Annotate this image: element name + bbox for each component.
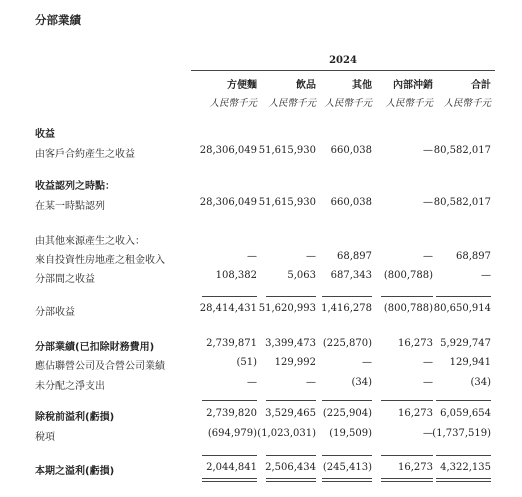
subtotal-rule [266,455,316,456]
cell-eliminations: 16,273 [398,408,433,419]
double-underline [322,478,372,482]
cell-instant-noodles: — [247,251,257,262]
row-label: 分部間之收益 [35,274,95,285]
cell-others: (225,870) [322,338,372,349]
cell-instant-noodles: 28,306,049 [199,197,257,208]
cell-others: (225,904) [322,408,372,419]
cell-others: 660,038 [330,197,372,208]
cell-beverages: 2,506,434 [265,462,316,473]
row-label: 收益認列之時點： [35,181,115,192]
cell-total: (34) [470,377,491,388]
subtotal-rule [381,400,433,401]
cell-beverages: 129,992 [274,357,316,368]
unit-label-beverages: 人民幣千元 [268,98,316,109]
double-underline [381,478,433,482]
column-header-total: 合計 [471,80,491,91]
cell-total: 68,897 [456,251,491,262]
cell-instant-noodles: 2,739,820 [206,408,257,419]
subtotal-rule [202,296,257,297]
cell-beverages: 51,620,993 [258,303,316,314]
double-underline [436,478,491,482]
cell-instant-noodles: 108,382 [215,270,257,281]
row-label: 收益 [35,129,55,140]
cell-eliminations: — [423,377,433,388]
cell-eliminations: (800,788) [383,303,433,314]
unit-label-total: 人民幣千元 [443,98,491,109]
year-underline [191,70,495,71]
year-header: 2024 [329,55,357,66]
subtotal-rule [322,400,372,401]
cell-eliminations: — [423,197,433,208]
page-title: 分部業績 [35,13,81,27]
column-header-instant-noodles: 方便麵 [227,80,257,91]
unit-label-others: 人民幣千元 [324,98,372,109]
cell-others: — [362,357,372,368]
cell-beverages: — [306,377,316,388]
column-header-eliminations: 內部沖銷 [393,80,433,91]
cell-total: (1,737,519) [432,428,491,439]
cell-total: 5,929,747 [440,338,491,349]
subtotal-rule [436,455,491,456]
cell-others: 68,897 [337,251,372,262]
cell-instant-noodles: (694,979) [207,428,257,439]
cell-others: (19,509) [329,428,372,439]
cell-instant-noodles: (51) [236,357,257,368]
cell-others: 687,343 [330,270,372,281]
row-label: 除稅前溢利(虧損) [35,412,115,423]
subtotal-rule [202,400,257,401]
row-label: 分部收益 [35,307,75,318]
row-label: 來自投資性房地產之租金收入 [35,255,165,266]
row-label: 由客戶合約產生之收益 [35,149,135,160]
cell-eliminations: — [423,251,433,262]
subtotal-rule [436,400,491,401]
cell-total: 4,322,135 [440,462,491,473]
cell-total: 80,650,914 [433,303,491,314]
cell-others: 1,416,278 [321,303,372,314]
row-label: 稅項 [35,432,55,443]
cell-beverages: 3,529,465 [265,408,316,419]
cell-others: (245,413) [322,462,372,473]
cell-total: — [481,270,491,281]
subtotal-rule [381,455,433,456]
cell-eliminations: — [423,145,433,156]
column-header-beverages: 飲品 [296,80,316,91]
row-label: 分部業績(已扣除財務費用) [35,342,155,353]
subtotal-rule [381,296,433,297]
unit-label-instant-noodles: 人民幣千元 [209,98,257,109]
cell-eliminations: 16,273 [398,462,433,473]
cell-others: (34) [351,377,372,388]
subtotal-rule [436,296,491,297]
subtotal-rule [202,455,257,456]
double-underline [266,478,316,482]
column-header-others: 其他 [352,80,372,91]
cell-beverages: 51,615,930 [258,197,316,208]
double-underline [202,478,257,482]
cell-instant-noodles: 28,414,431 [199,303,257,314]
cell-total: 6,059,654 [440,408,491,419]
unit-label-eliminations: 人民幣千元 [385,98,433,109]
cell-beverages: 3,399,473 [265,338,316,349]
subtotal-rule [322,455,372,456]
cell-instant-noodles: 2,739,871 [206,338,257,349]
cell-total: 80,582,017 [433,197,491,208]
subtotal-rule [266,400,316,401]
cell-beverages: 51,615,930 [258,145,316,156]
subtotal-rule [322,296,372,297]
cell-eliminations: — [423,428,433,439]
cell-eliminations: 16,273 [398,338,433,349]
cell-eliminations: — [423,357,433,368]
row-label: 未分配之淨支出 [35,381,105,392]
row-label: 由其他來源產生之收入： [35,236,145,247]
cell-others: 660,038 [330,145,372,156]
row-label: 應佔聯營公司及合營公司業績 [35,361,165,372]
cell-instant-noodles: 2,044,841 [206,462,257,473]
cell-instant-noodles: 28,306,049 [199,145,257,156]
row-label: 在某一時點認列 [35,201,105,212]
cell-beverages: 5,063 [287,270,316,281]
cell-instant-noodles: — [247,377,257,388]
cell-total: 129,941 [449,357,491,368]
cell-beverages: (1,023,031) [257,428,316,439]
cell-eliminations: (800,788) [383,270,433,281]
cell-beverages: — [306,251,316,262]
row-label: 本期之溢利(虧損) [35,466,115,477]
subtotal-rule [266,296,316,297]
cell-total: 80,582,017 [433,145,491,156]
